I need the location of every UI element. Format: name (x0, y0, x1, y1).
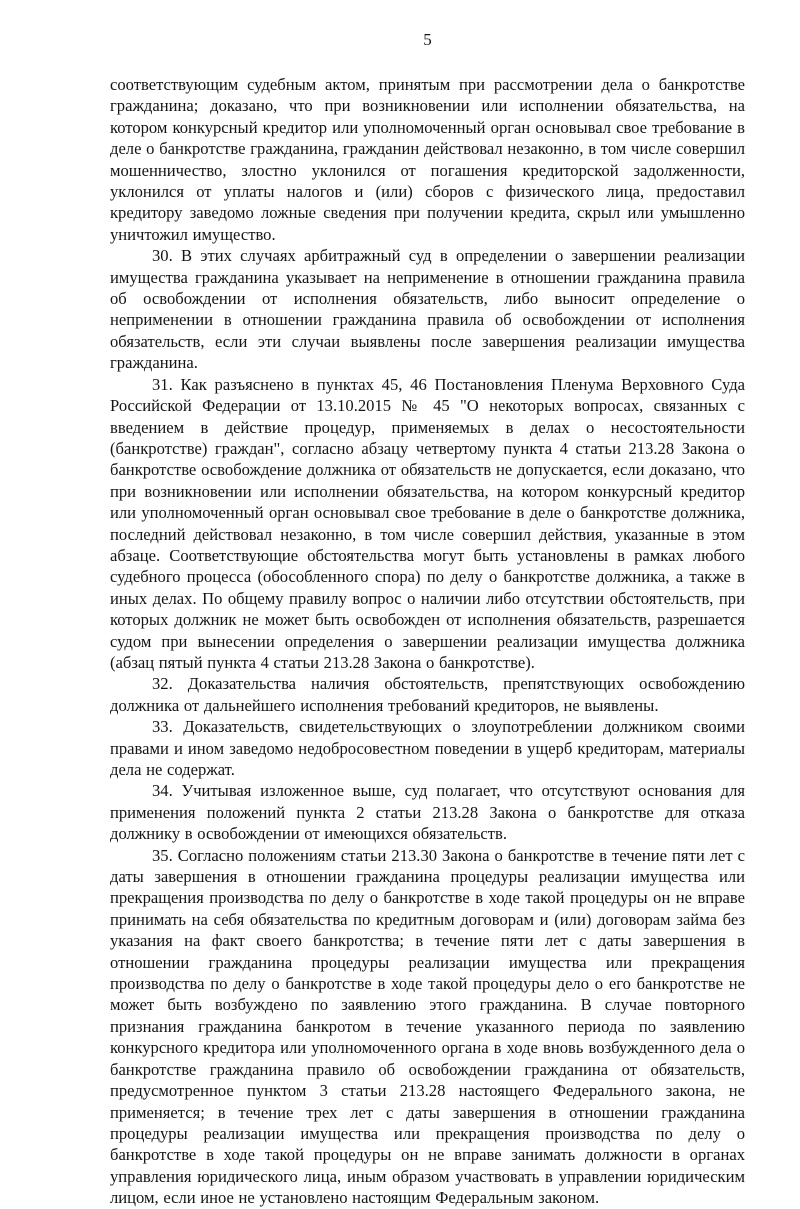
paragraph: 32. Доказательства наличия обстоятельств, препятствующих освобождению должника от дальнейшего исполнения требований кредиторов, не выявлены. (110, 674, 745, 715)
page-number: 5 (423, 30, 432, 49)
paragraph: 30. В этих случаях арбитражный суд в определении о завершении реализации имущества гражданина указывает на неприменение в отношении гражданина правила об освобождении от исполнения обязательств, либо выносит определение о неприменении в отношении гражданина правила об освобождении от исполнения обязательств, если эти случаи выявлены после завершения реализации имущества гражданина. (110, 246, 745, 373)
paragraph: соответствующим судебным актом, принятым при рассмотрении дела о банкротстве гражданина; доказано, что при возникновении или исполнении обязательства, на котором конкурсный кредитор или уполномоченный орган основывал свое требование в деле о банкротстве гражданина, гражданин действовал незаконно, в том числе совершил мошенничество, злостно уклонился от погашения кредиторской задолженности, уклонился от уплаты налогов и (или) сборов с физического лица, предоставил кредитору заведомо ложные сведения при получении кредита, скрыл или умышленно уничтожил имущество. (110, 75, 745, 244)
paragraph: 34. Учитывая изложенное выше, суд полагает, что отсутствуют основания для применения положений пункта 2 статьи 213.28 Закона о банкротстве для отказа должнику в освобождении от имеющихся обязательств. (110, 781, 745, 844)
document-body (110, 74, 745, 1209)
paragraph: 33. Доказательств, свидетельствующих о злоупотреблении должником своими правами и ином заведомо недобросовестном поведении в ущерб кредиторам, материалы дела не содержат. (110, 717, 745, 779)
paragraph: 31. Как разъяснено в пунктах 45, 46 Постановления Пленума Верховного Суда Российской Федерации от 13.10.2015 № 45 "О некоторых вопросах, связанных с введением в действие процедур, применяемых в делах о несостоятельности (банкротстве) граждан", согласно абзацу четвертому пункта 4 статьи 213.28 Закона о банкротстве освобождение должника от обязательств не допускается, если доказано, что при возникновении или исполнении обязательства, на котором конкурсный кредитор или уполномоченный орган основывал свое требование в деле о банкротстве должника, последний действовал незаконно, в том числе совершил действия, указанные в этом абзаце. Соответствующие обстоятельства могут быть установлены в рамках любого судебного процесса (обособленного спора) по делу о банкротстве должника, а также в иных делах. По общему правилу вопрос о наличии либо отсутствии обстоятельств, при которых должник не может быть освобожден от исполнения обязательств, разрешается судом при вынесении определения о завершении реализации имущества должника (абзац пятый пункта 4 статьи 213.28 Закона о банкротстве). (110, 374, 745, 672)
paragraph: 35. Согласно положениям статьи 213.30 Закона о банкротстве в течение пяти лет с даты завершения в отношении гражданина процедуры реализации имущества или прекращения производства по делу о банкротстве в ходе такой процедуры он не вправе принимать на себя обязательства по кредитным договорам и (или) договорам займа без указания на факт своего банкротства; в течение пяти лет с даты завершения в отношении гражданина процедуры реализации имущества или прекращения производства по делу о банкротстве в ходе такой процедуры дело о его банкротстве не может быть возбуждено по заявлению этого гражданина. В случае повторного признания гражданина банкротом в течение указанного периода по заявлению конкурсного кредитора или уполномоченного органа в ходе вновь возбужденного дела о банкротстве гражданина правило об освобождении гражданина от обязательств, предусмотренное пунктом 3 статьи 213.28 настоящего Федерального закона, не применяется; в течение трех лет с даты завершения в отношении гражданина процедуры реализации имущества или прекращения производства по делу о банкротстве в ходе такой процедуры он не вправе занимать должности в органах управления юридического лица, иным образом участвовать в управлении юридическим лицом, если иное не установлено настоящим Федеральным законом. (110, 845, 745, 1208)
